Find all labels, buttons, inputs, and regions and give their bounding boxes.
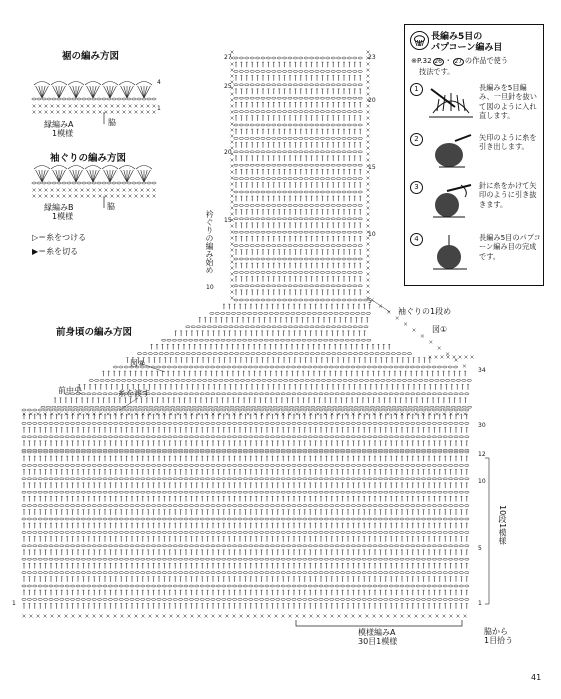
hook-insert-illustration bbox=[425, 83, 477, 123]
step-number: 3 bbox=[410, 181, 423, 194]
callout-title-1: 長編み5目の bbox=[431, 32, 483, 42]
hem-row-1: 1 bbox=[157, 105, 161, 112]
stitch-symbol-icon bbox=[410, 31, 429, 50]
neck-row-right: 10 bbox=[368, 231, 376, 238]
finished-popcorn-illustration bbox=[425, 233, 477, 273]
armhole-repeat-label: 1模様 bbox=[52, 212, 74, 221]
step-text: 長編み5目のパプコーン編み目の完成です。 bbox=[479, 233, 541, 261]
repeat-rows-label: 10段1模様 bbox=[498, 505, 507, 545]
body-row-right: 12 bbox=[478, 451, 486, 458]
front-chart-title: 前身頃の編み方図 bbox=[56, 327, 133, 338]
cut-symbol-icon: ▶ bbox=[32, 247, 39, 256]
body-row-right: 5 bbox=[478, 545, 482, 552]
callout-title-2: パプコーン編み目 bbox=[431, 43, 503, 53]
hem-repeat-label: 1模様 bbox=[52, 129, 74, 138]
step-number: 4 bbox=[410, 233, 423, 246]
callout-note: ※P.32 26 ・ 27 の作品で使う bbox=[411, 56, 509, 65]
legend-cut: ▶＝糸を切る bbox=[32, 247, 79, 256]
hem-chart-title: 裾の編み方図 bbox=[62, 51, 120, 62]
body-row-right: 34 bbox=[478, 367, 486, 374]
step-text: 針に糸をかけて矢印のように引き抜きます。 bbox=[479, 181, 537, 209]
neck-row-left: 27 bbox=[224, 54, 232, 61]
neck-row-right: 20 bbox=[368, 97, 376, 104]
legend-attach: ▷＝糸をつける bbox=[32, 233, 87, 242]
popcorn-stitch-callout bbox=[404, 24, 544, 286]
fig-a-label: 図⑧ bbox=[130, 359, 146, 368]
armhole-first-row-label: 袖ぐりの1段め bbox=[398, 307, 452, 316]
body-row-right: 10 bbox=[478, 478, 486, 485]
armhole-chart-title: 袖ぐりの編み方図 bbox=[50, 153, 127, 164]
neck-row-right: 15 bbox=[368, 164, 376, 171]
hem-pattern-label: 縁編みA bbox=[44, 120, 74, 129]
body-row-right: 30 bbox=[478, 422, 486, 429]
hem-row-4: 4 bbox=[157, 79, 161, 86]
armhole-side-label: 脇 bbox=[107, 202, 115, 211]
pull-through-illustration bbox=[425, 133, 477, 173]
neck-row-left: 20 bbox=[224, 149, 232, 156]
center-front-label: 前中央 bbox=[58, 386, 82, 395]
neck-row-left: 15 bbox=[224, 217, 232, 224]
yarn-over-illustration bbox=[425, 181, 477, 221]
page-number: 41 bbox=[531, 673, 542, 682]
fig-1-label: 図① bbox=[432, 325, 448, 334]
neck-row-left: 25 bbox=[224, 83, 232, 90]
callout-note-2: 技法です。 bbox=[419, 67, 455, 76]
pattern-a-label: 模様編みA bbox=[358, 628, 396, 637]
hem-side-label: 脇 bbox=[108, 118, 116, 127]
neck-row-right: 5 bbox=[368, 298, 372, 305]
neck-start-label: 衿ぐりの編み始め bbox=[205, 210, 214, 274]
ref-badge: 27 bbox=[454, 58, 463, 65]
armhole-pattern-label: 縁編みB bbox=[44, 203, 74, 212]
neck-row-left: 10 bbox=[206, 284, 214, 291]
step-text: 長編みを5目編み、一旦針を抜いて図のように入れ直します。 bbox=[479, 83, 537, 121]
step-number: 1 bbox=[410, 83, 423, 96]
yarn-carry-label: 糸を渡す bbox=[118, 389, 150, 398]
attach-symbol-icon: ▷ bbox=[32, 233, 39, 242]
step-text: 矢印のように糸を引き出します。 bbox=[479, 133, 537, 152]
side-pickup-label-2: 1目拾う bbox=[484, 636, 514, 645]
step-number: 2 bbox=[410, 133, 423, 146]
neck-row-right: 23 bbox=[368, 54, 376, 61]
pattern-a-repeat: 30目1模様 bbox=[358, 637, 398, 646]
body-row-right: 1 bbox=[478, 600, 482, 607]
ref-badge: 26 bbox=[434, 58, 442, 65]
side-pickup-label-1: 脇から bbox=[484, 627, 508, 636]
body-row-left: 1 bbox=[12, 600, 16, 607]
